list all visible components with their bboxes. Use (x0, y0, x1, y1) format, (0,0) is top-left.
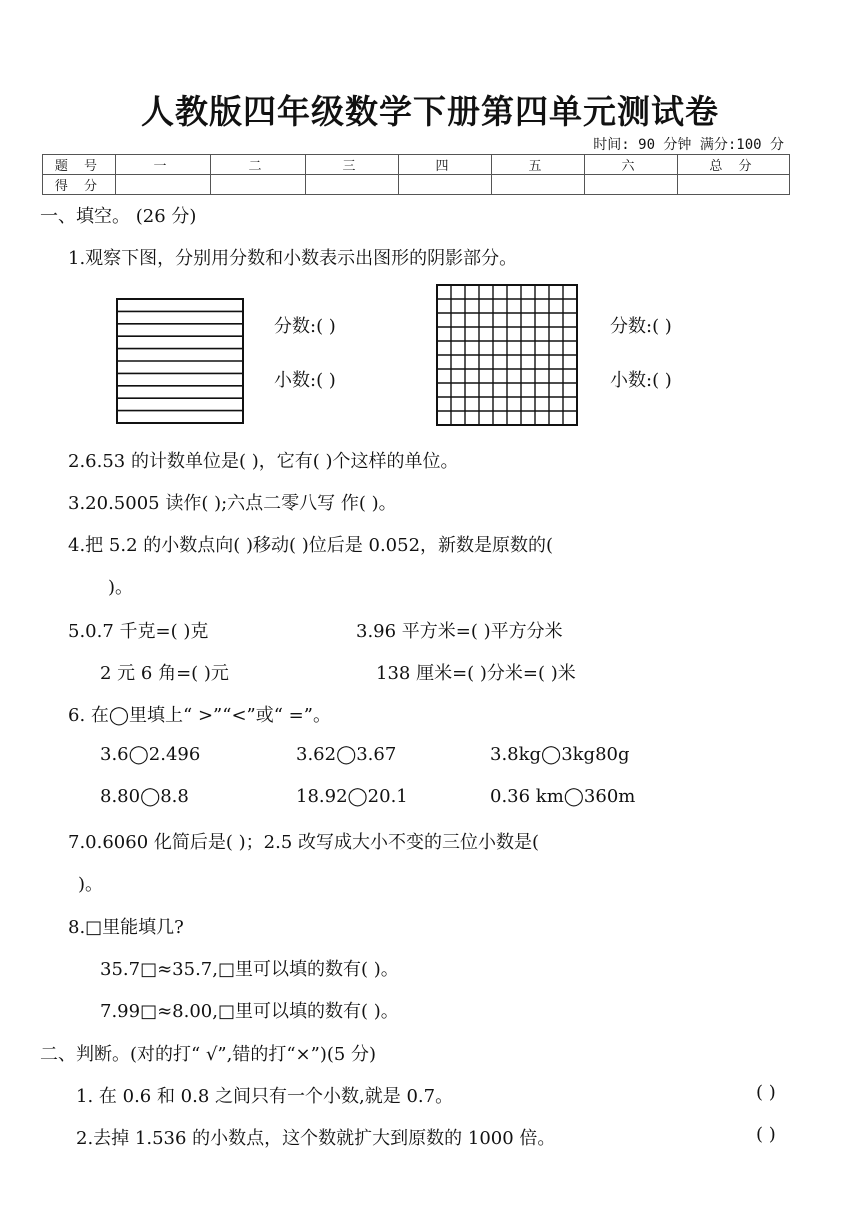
q8-b: 7.99□≈8.00,□里可以填的数有( )。 (100, 1001, 399, 1022)
score-cell[interactable] (492, 175, 585, 195)
score-cell[interactable] (306, 175, 399, 195)
grid-figure (436, 284, 578, 426)
q2-text: 2.6.53 的计数单位是( )，它有( )个这样的单位。 (68, 451, 459, 472)
judge-item-1: 1. 在 0.6 和 0.8 之间只有一个小数,就是 0.7。 (76, 1086, 454, 1107)
q3-text: 3.20.5005 读作( );六点二零八写 作( )。 (68, 493, 397, 514)
q6-item: 3.62◯3.67 (296, 744, 397, 765)
judge-answer-blank-1[interactable]: ( ) (756, 1082, 776, 1103)
header-cell: 五 (492, 155, 585, 175)
striped-rectangle-figure (116, 298, 244, 424)
score-row-label: 得 分 (43, 175, 116, 195)
judge-item-2: 2.去掉 1.536 的小数点，这个数就扩大到原数的 1000 倍。 (76, 1128, 556, 1149)
q5-line1a: 5.0.7 千克=( )克 (68, 621, 209, 642)
header-cell: 四 (399, 155, 492, 175)
score-cell[interactable] (116, 175, 211, 195)
q1-text: 1.观察下图，分别用分数和小数表示出图形的阴影部分。 (68, 248, 518, 269)
score-table-score-row (43, 175, 790, 195)
page-title: 人教版四年级数学下册第四单元测试卷 (141, 92, 719, 131)
judge-answer-blank-2[interactable]: ( ) (756, 1124, 776, 1145)
score-cell[interactable] (585, 175, 678, 195)
q1-left-fraction: 分数:( ) (274, 316, 336, 337)
q1-left-decimal: 小数:( ) (274, 370, 336, 391)
q6-text: 6. 在◯里填上“ >”“<”或“ =”。 (68, 705, 331, 726)
q6-item: 0.36 km◯360m (490, 786, 636, 807)
score-cell[interactable] (399, 175, 492, 195)
header-cell: 总 分 (678, 155, 790, 175)
q5-line1b: 3.96 平方米=( )平方分米 (356, 621, 563, 642)
q7-line2: )。 (78, 874, 104, 895)
q6-item: 3.8kg◯3kg80g (490, 744, 630, 765)
q6-item: 18.92◯20.1 (296, 786, 408, 807)
q6-item: 8.80◯8.8 (100, 786, 189, 807)
q5-line2a: 2 元 6 角=( )元 (100, 663, 229, 684)
score-table (42, 154, 790, 195)
score-table-header-row (43, 155, 790, 175)
q4-line2: )。 (108, 577, 134, 598)
header-cell: 题 号 (43, 155, 116, 175)
header-cell: 一 (116, 155, 211, 175)
q1-right-decimal: 小数:( ) (610, 370, 672, 391)
q7-line1: 7.0.6060 化简后是( )；2.5 改写成大小不变的三位小数是( (68, 832, 540, 853)
header-cell: 二 (211, 155, 306, 175)
q8-text: 8.□里能填几? (68, 917, 184, 938)
q4-line1: 4.把 5.2 的小数点向( )移动( )位后是 0.052，新数是原数的( (68, 535, 554, 556)
score-cell[interactable] (211, 175, 306, 195)
q1-right-fraction: 分数:( ) (610, 316, 672, 337)
time-info: 时间: 90 分钟 满分:100 分 (593, 137, 784, 153)
q8-a: 35.7□≈35.7,□里可以填的数有( )。 (100, 959, 399, 980)
header-cell: 六 (585, 155, 678, 175)
header-cell: 三 (306, 155, 399, 175)
q5-line2b: 138 厘米=( )分米=( )米 (376, 663, 576, 684)
score-cell[interactable] (678, 175, 790, 195)
section2-heading: 二、判断。(对的打“ √”,错的打“×”)(5 分) (40, 1044, 377, 1065)
section1-heading: 一、填空。 (26 分) (40, 206, 197, 227)
q6-item: 3.6◯2.496 (100, 744, 201, 765)
